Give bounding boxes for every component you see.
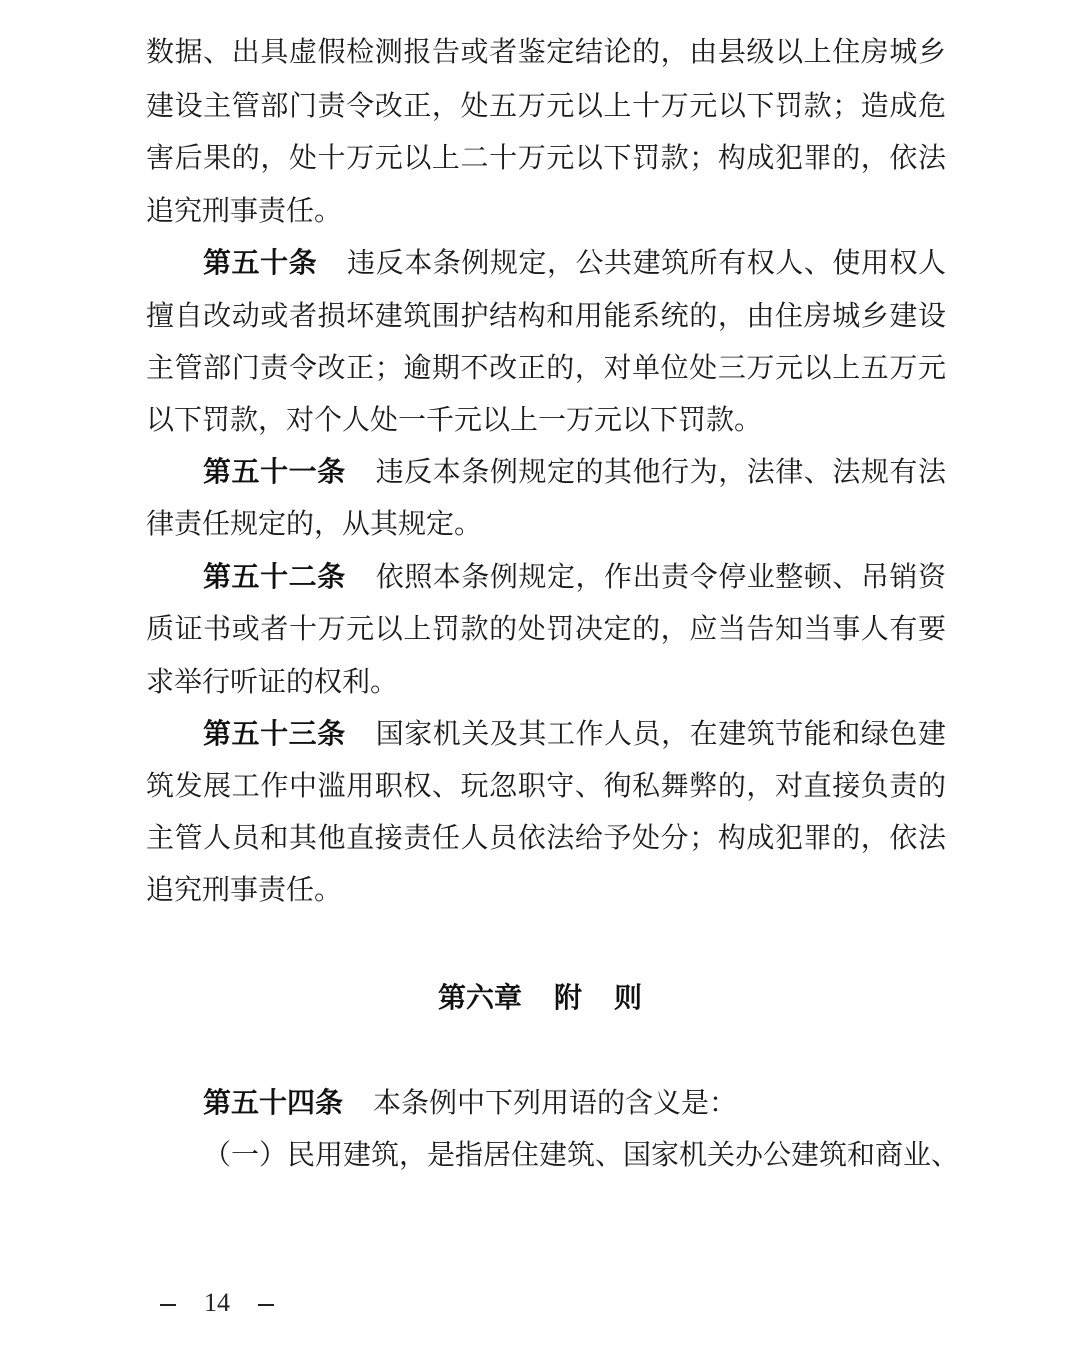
article-number: 第五十一条 (203, 455, 346, 488)
paragraph-line: 数据、出具虚假检测报告或者鉴定结论的，由县级以上住房城乡 (146, 35, 946, 68)
list-item-1: （一）民用建筑，是指居住建筑、国家机关办公建筑和商业、 (203, 1138, 960, 1171)
paragraph-line: 质证书或者十万元以上罚款的处罚决定的，应当告知当事人有要 (146, 612, 946, 645)
chapter-title-char: 附 (553, 981, 582, 1014)
page-number-footer (160, 1288, 302, 1318)
article-54-first-line (203, 1083, 946, 1123)
chapter-number: 第六章 (437, 981, 522, 1014)
paragraph-line: 求举行听证的权利。 (146, 665, 399, 698)
article-50-first-line (203, 243, 946, 283)
dash-right (258, 1304, 274, 1306)
paragraph-line: 筑发展工作中滥用职权、玩忽职守、徇私舞弊的，对直接负责的 (146, 769, 946, 802)
article-number: 第五十三条 (203, 717, 346, 750)
paragraph-line: 律责任规定的，从其规定。 (146, 507, 483, 540)
article-text: 违反本条例规定，公共建筑所有权人、使用权人 (347, 246, 946, 279)
article-number: 第五十二条 (203, 560, 346, 593)
article-text: 违反本条例规定的其他行为，法律、法规有法 (375, 455, 946, 488)
article-52-first-line (203, 557, 946, 597)
article-53-first-line (203, 714, 946, 754)
article-text: 本条例中下列用语的含义是： (373, 1086, 738, 1119)
article-text: 国家机关及其工作人员，在建筑节能和绿色建 (375, 717, 946, 750)
article-text: 依照本条例规定，作出责令停业整顿、吊销资 (375, 560, 946, 593)
paragraph-line: 擅自改动或者损坏建筑围护结构和用能系统的，由住房城乡建设 (146, 299, 946, 332)
paragraph-line: 害后果的，处十万元以上二十万元以下罚款；构成犯罪的，依法 (146, 141, 946, 174)
dash-left (160, 1304, 176, 1306)
paragraph-line: 以下罚款，对个人处一千元以上一万元以下罚款。 (146, 403, 763, 436)
paragraph-line: 主管人员和其他直接责任人员依法给予处分；构成犯罪的，依法 (146, 821, 946, 854)
chapter-title-char: 则 (614, 981, 643, 1014)
paragraph-line: 主管部门责令改正；逾期不改正的，对单位处三万元以上五万元 (146, 351, 946, 384)
article-number: 第五十四条 (203, 1086, 344, 1119)
paragraph-line: 建设主管部门责令改正，处五万元以上十万元以下罚款；造成危 (146, 89, 946, 122)
article-number: 第五十条 (203, 246, 318, 279)
chapter-heading (0, 978, 1080, 1018)
paragraph-line: 追究刑事责任。 (146, 194, 343, 227)
article-51-first-line (203, 452, 946, 492)
page-number: 14 (204, 1288, 230, 1317)
paragraph-line: 追究刑事责任。 (146, 873, 343, 906)
